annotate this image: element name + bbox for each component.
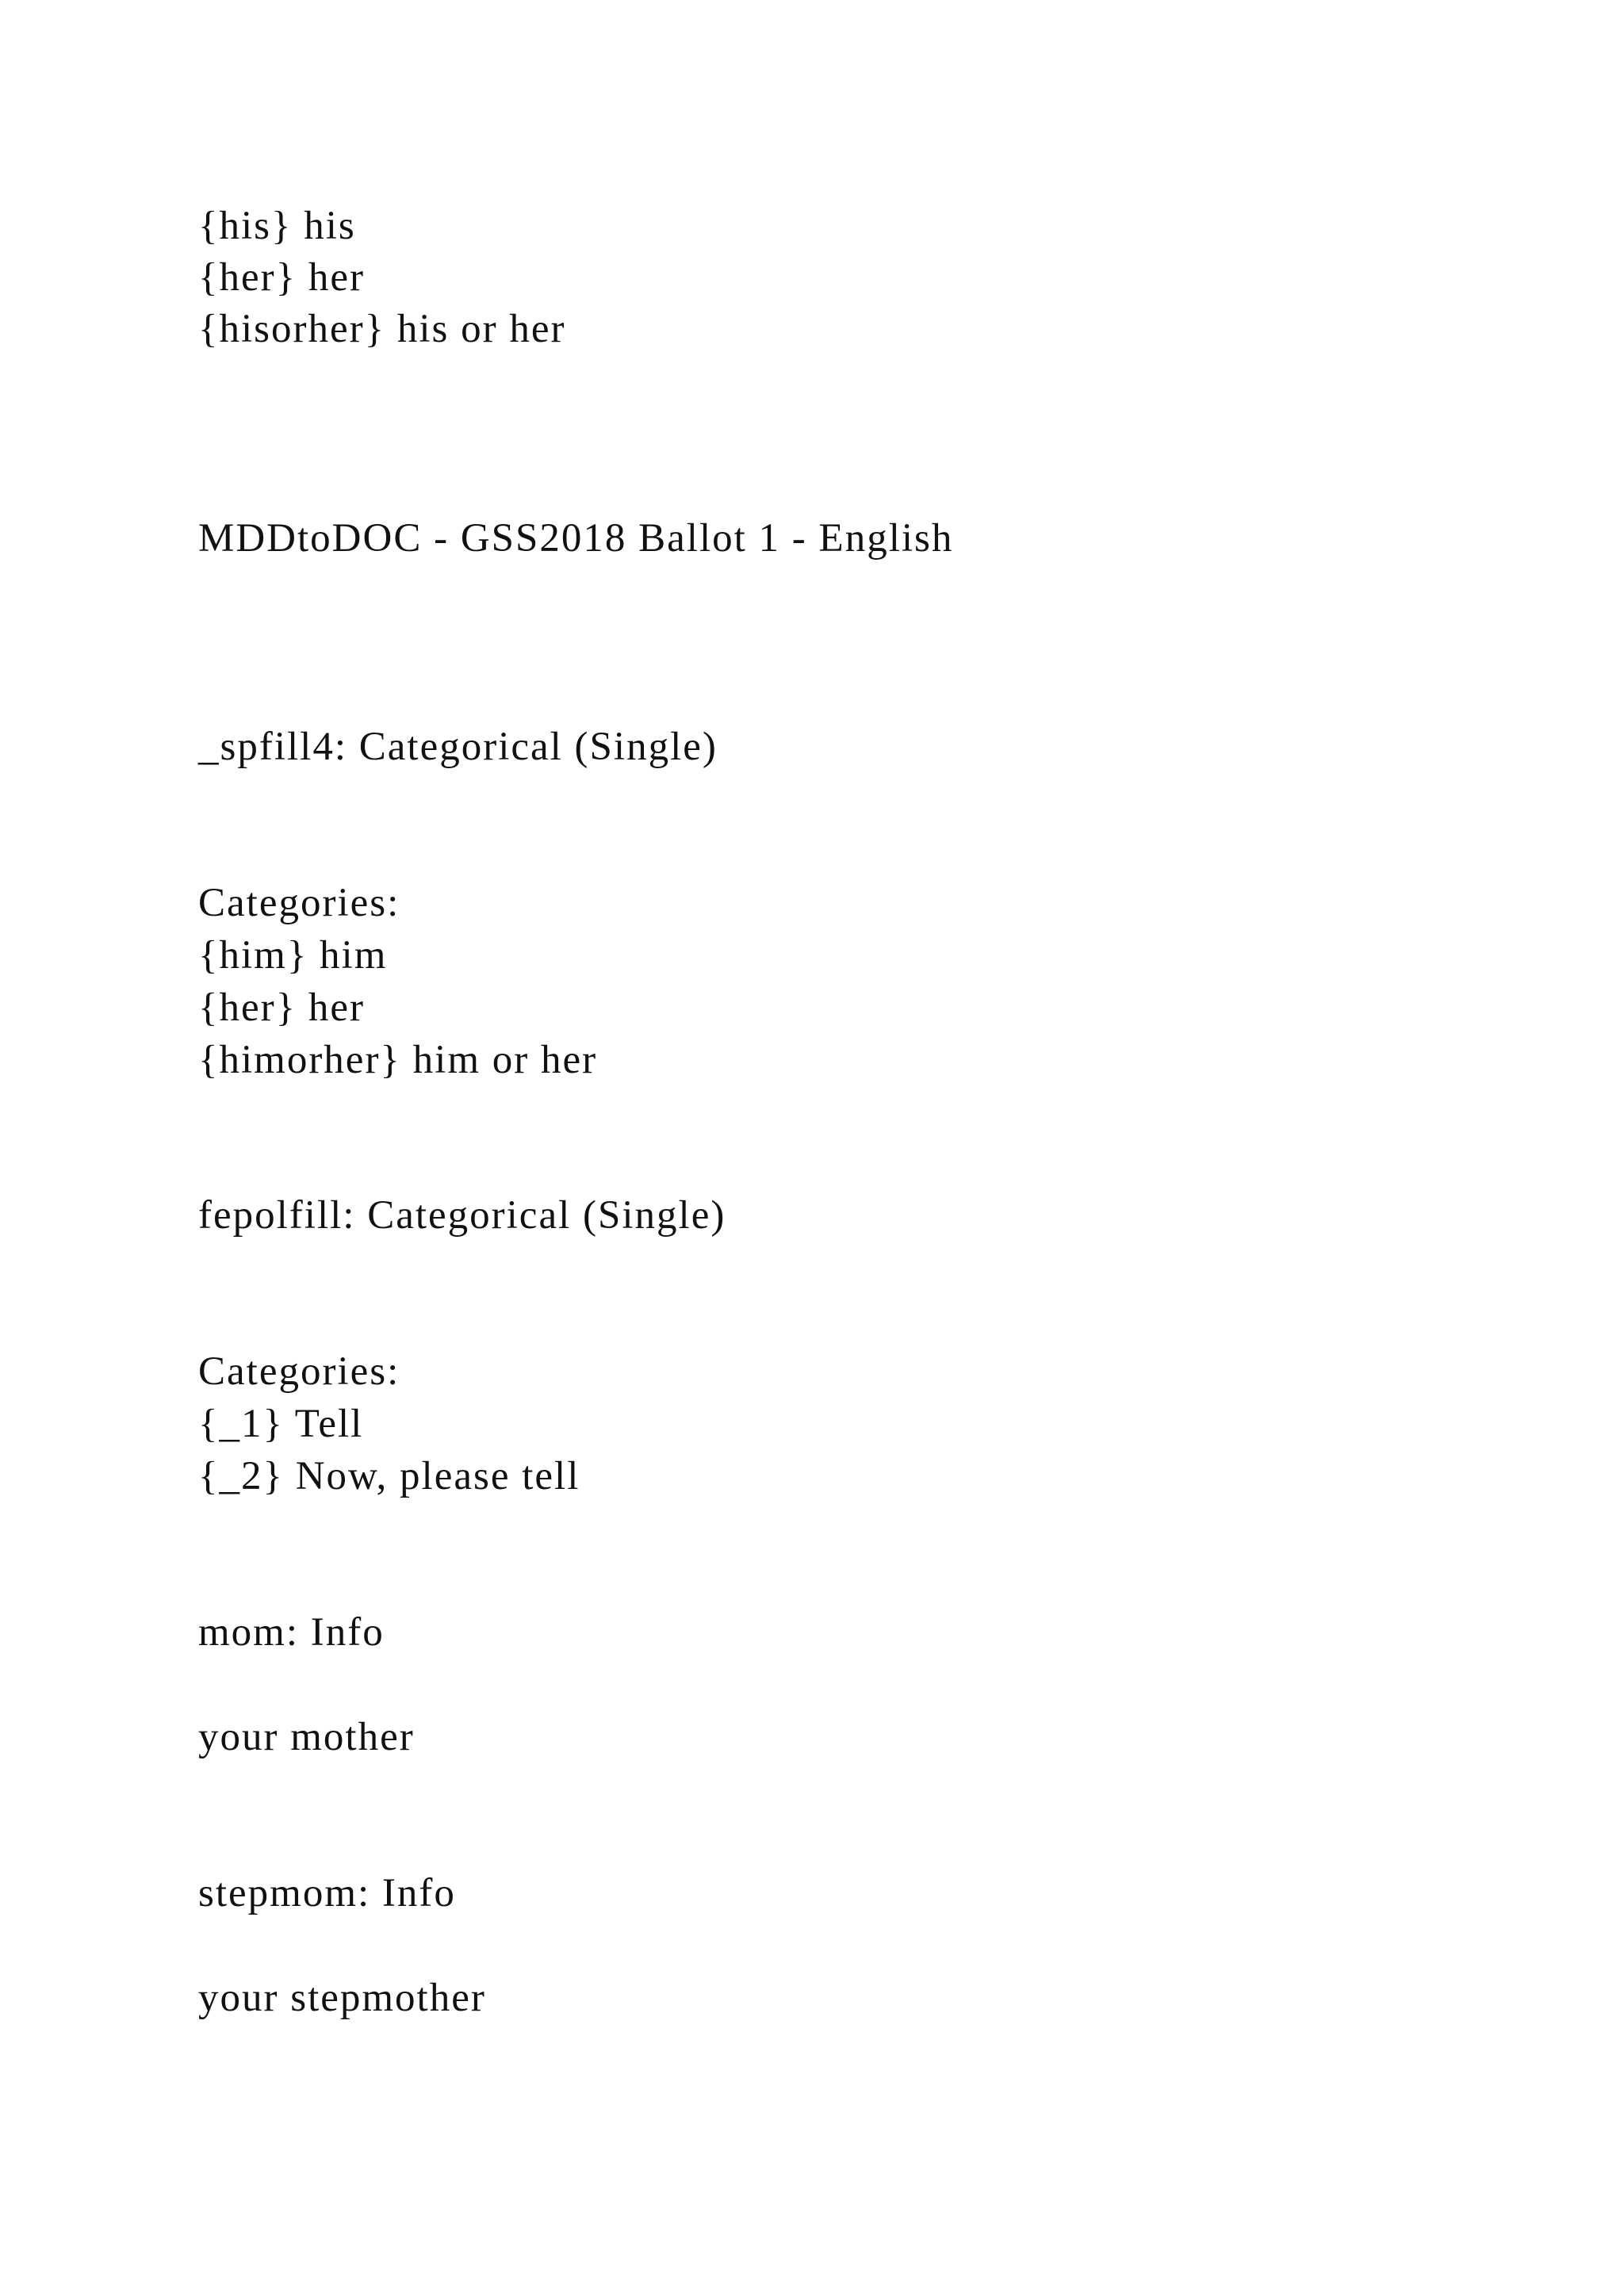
category-line: {her} her <box>198 985 365 1030</box>
category-line: {her} her <box>198 255 365 300</box>
categories-label: Categories: <box>198 881 400 925</box>
variable-heading: fepolfill: Categorical (Single) <box>198 1193 726 1238</box>
variable-heading: mom: Info <box>198 1610 385 1655</box>
category-line: {hisorher} his or her <box>198 307 566 351</box>
variable-heading: _spfill4: Categorical (Single) <box>198 725 718 769</box>
categories-label: Categories: <box>198 1349 400 1394</box>
category-line: {_1} Tell <box>198 1402 364 1446</box>
category-line: {himorher} him or her <box>198 1038 598 1082</box>
info-text: your stepmother <box>198 1976 486 2020</box>
page-header: MDDtoDOC - GSS2018 Ballot 1 - English <box>198 516 954 561</box>
info-text: your mother <box>198 1715 415 1759</box>
category-line: {his} his <box>198 204 356 248</box>
category-line: {_2} Now, please tell <box>198 1454 580 1498</box>
variable-heading: stepmom: Info <box>198 1871 456 1915</box>
category-line: {him} him <box>198 933 388 978</box>
